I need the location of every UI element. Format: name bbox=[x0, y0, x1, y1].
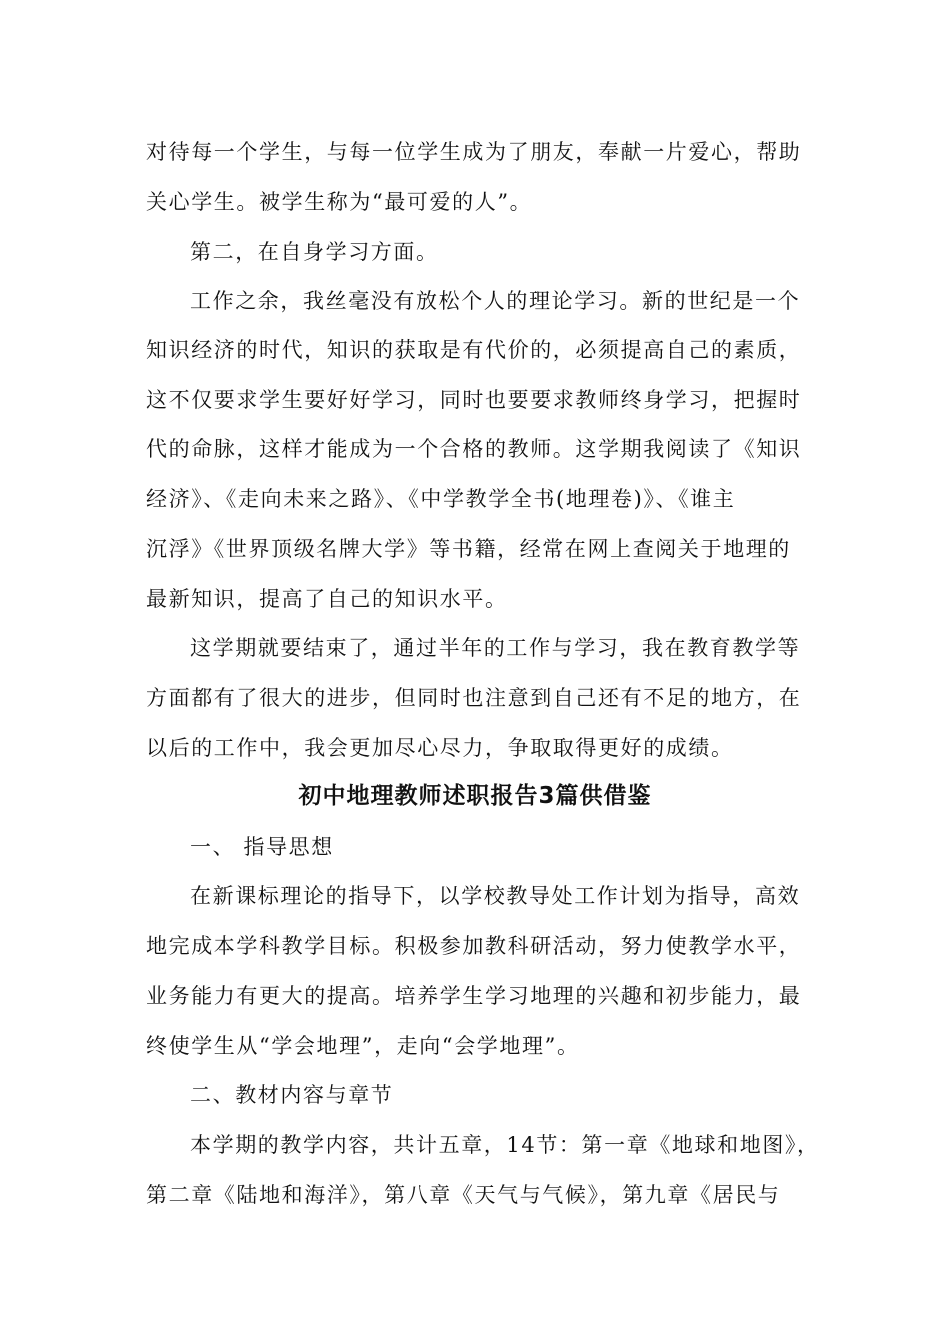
paragraph-line: 代的命脉，这样才能成为一个合格的教师。这学期我阅读了《知识 bbox=[146, 437, 802, 461]
paragraph-line: 最新知识，提高了自己的知识水平。 bbox=[146, 587, 508, 611]
paragraph-line: 方面都有了很大的进步，但同时也注意到自己还有不足的地方，在 bbox=[146, 686, 802, 710]
section-heading: 一、 指导思想 bbox=[190, 835, 334, 859]
paragraph-line: 业务能力有更大的提高。培养学生学习地理的兴趣和初步能力，最 bbox=[146, 984, 802, 1008]
paragraph-line: 对待每一个学生，与每一位学生成为了朋友，奉献一片爱心，帮助 bbox=[146, 140, 802, 164]
paragraph-line: 知识经济的时代，知识的获取是有代价的，必须提高自己的素质， bbox=[146, 338, 802, 362]
paragraph-line: 地完成本学科教学目标。积极参加教科研活动，努力使教学水平， bbox=[146, 934, 802, 958]
paragraph-line: 本学期的教学内容，共计五章，14节：第一章《地球和地图》， bbox=[190, 1133, 820, 1157]
section-heading: 二、教材内容与章节 bbox=[190, 1083, 394, 1107]
paragraph-line: 这不仅要求学生要好好学习，同时也要要求教师终身学习，把握时 bbox=[146, 388, 802, 412]
paragraph-line: 这学期就要结束了，通过半年的工作与学习，我在教育教学等 bbox=[190, 636, 801, 660]
paragraph-line: 关心学生。被学生称为“最可爱的人”。 bbox=[146, 190, 533, 214]
paragraph-line: 第二章《陆地和海洋》，第八章《天气与气候》，第九章《居民与 bbox=[146, 1183, 781, 1207]
paragraph-line: 沉浮》《世界顶级名牌大学》等书籍，经常在网上查阅关于地理的 bbox=[146, 537, 791, 561]
paragraph-line: 经济》、《走向未来之路》、《中学教学全书(地理卷)》、《谁主 bbox=[146, 487, 736, 511]
paragraph-line: 工作之余，我丝毫没有放松个人的理论学习。新的世纪是一个 bbox=[190, 289, 801, 313]
document-title: 初中地理教师述职报告3篇供借鉴 bbox=[298, 783, 652, 809]
paragraph-line: 终使学生从“学会地理”，走向“会学地理”。 bbox=[146, 1034, 580, 1058]
paragraph-line: 以后的工作中，我会更加尽心尽力，争取取得更好的成绩。 bbox=[146, 736, 734, 760]
paragraph-line: 在新课标理论的指导下，以学校教导处工作计划为指导，高效 bbox=[190, 884, 801, 908]
section-heading: 第二，在自身学习方面。 bbox=[190, 240, 439, 264]
